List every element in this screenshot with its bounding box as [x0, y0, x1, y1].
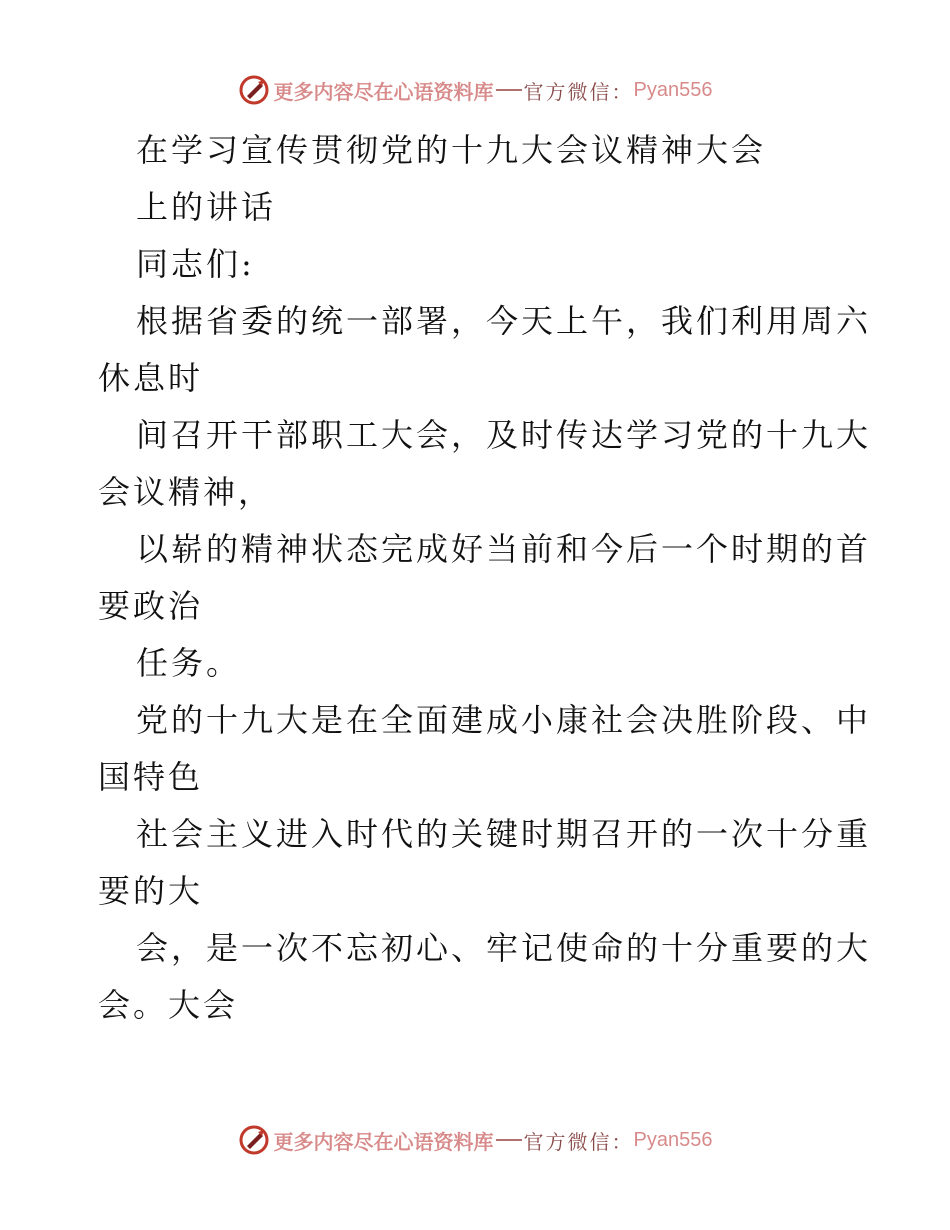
body-line: 社会主义进入时代的关键时期召开的一次十分重 — [136, 815, 872, 853]
title-line: 上的讲话 — [136, 188, 277, 226]
header-watermark — [0, 70, 950, 110]
body-line: 要的大 — [98, 872, 204, 910]
body-line: 会议精神， — [98, 473, 274, 511]
body-line: 休息时 — [98, 359, 204, 397]
header-watermark-wechat-id: Pyan556 — [633, 78, 713, 101]
body-line: 要政治 — [98, 587, 204, 625]
footer-watermark-dash — [496, 1139, 522, 1141]
salutation-line: 同志们: — [136, 245, 255, 283]
body-line: 间召开干部职工大会，及时传达学习党的十九大 — [136, 416, 872, 454]
body-line: 任务。 — [136, 644, 242, 682]
header-watermark-dash — [496, 89, 522, 91]
header-watermark-wechat-label: 官方微信： — [523, 79, 634, 104]
body-line: 国特色 — [98, 758, 204, 796]
body-line: 以崭的精神状态完成好当前和今后一个时期的首 — [136, 530, 872, 568]
body-line: 党的十九大是在全面建成小康社会决胜阶段、中 — [136, 701, 872, 739]
brush-logo-icon — [238, 74, 270, 106]
body-line: 会。大会 — [98, 986, 239, 1024]
body-line: 根据省委的统一部署，今天上午，我们利用周六 — [136, 302, 872, 340]
body-line: 会，是一次不忘初心、牢记使命的十分重要的大 — [136, 929, 872, 967]
footer-watermark-wechat-label: 官方微信： — [523, 1129, 634, 1154]
footer-watermark — [0, 1120, 950, 1160]
brush-logo-icon — [238, 1124, 270, 1156]
footer-watermark-title: 更多内容尽在心语资料库 — [273, 1129, 494, 1154]
title-line: 在学习宣传贯彻党的十九大会议精神大会 — [136, 131, 767, 169]
document-body — [98, 122, 872, 1034]
header-watermark-title: 更多内容尽在心语资料库 — [273, 79, 494, 104]
footer-watermark-wechat-id: Pyan556 — [633, 1128, 713, 1151]
